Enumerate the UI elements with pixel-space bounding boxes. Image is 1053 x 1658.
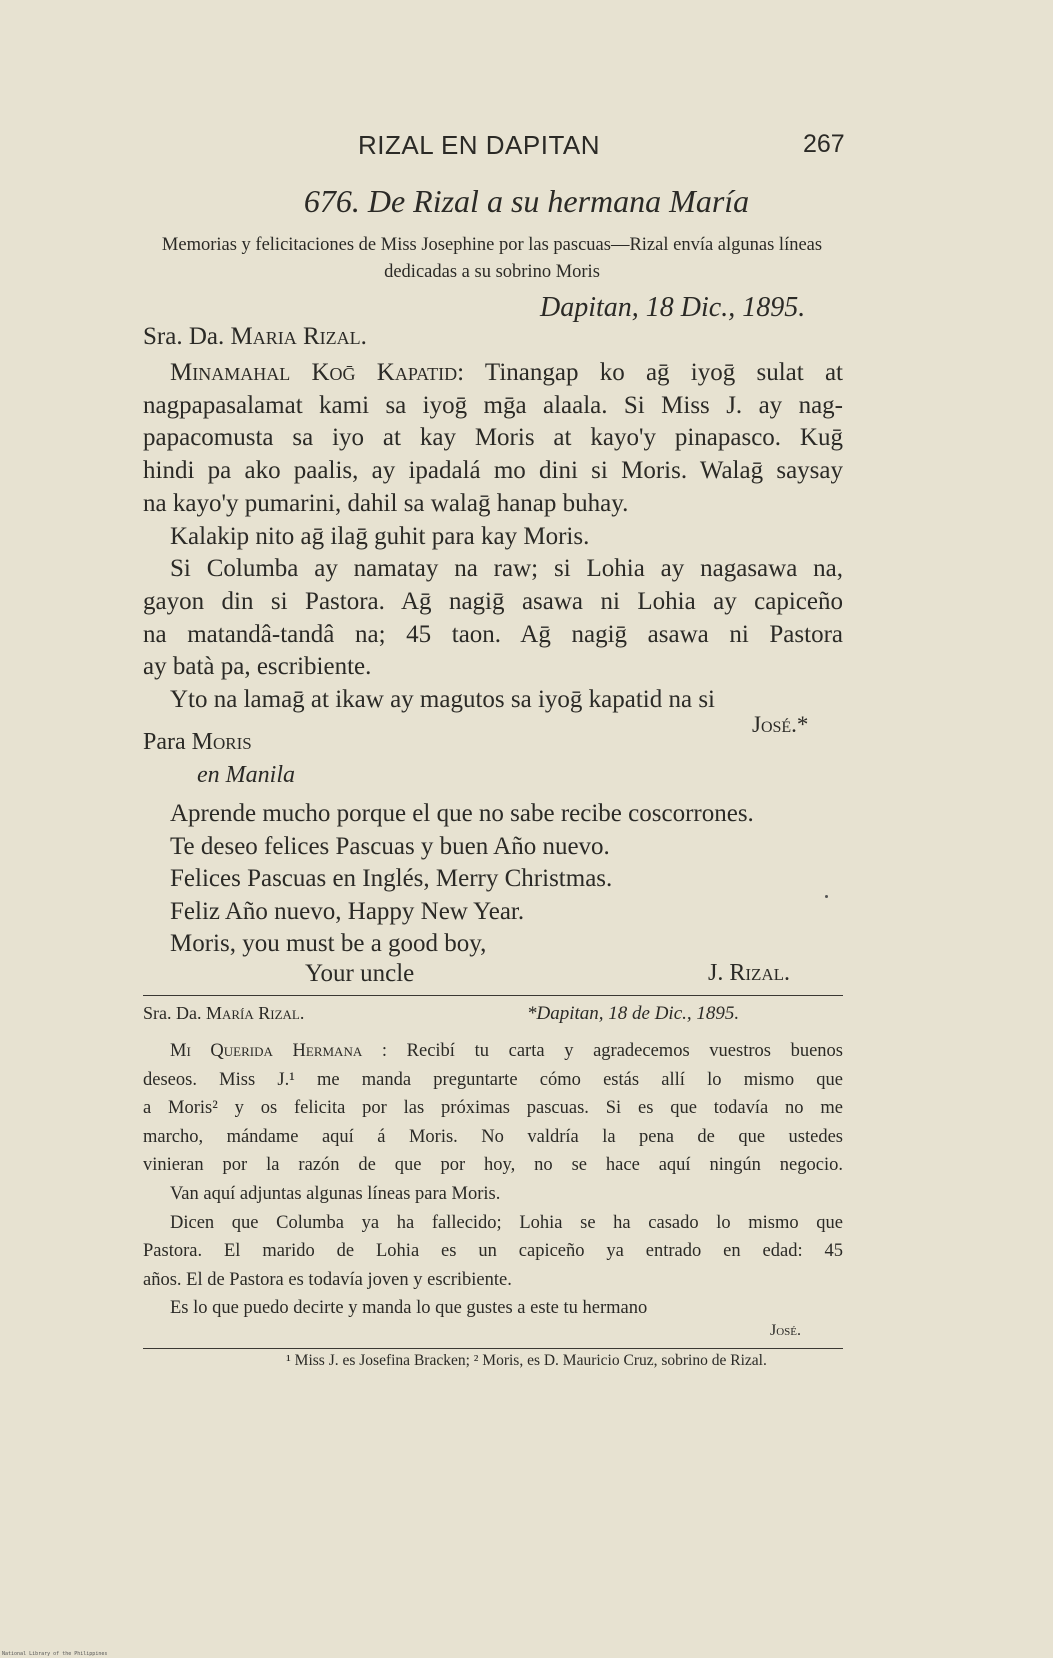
moris-note — [170, 798, 754, 961]
para-prefix: Para — [143, 729, 192, 755]
greeting: Minamahal Koḡ Kapatid: — [170, 359, 465, 386]
body-line: Si Columba ay namatay na raw; si Lohia ay nagasawa na, — [170, 555, 843, 583]
salutation-prefix: Sra. Da. — [143, 1003, 206, 1023]
letter-summary: Memorias y felicitaciones de Miss Josephine por las pascuas—Rizal envía algunas líneas dedicadas a su sobrino Moris — [161, 235, 823, 282]
body-line: nagpapasalamat kami sa iyoḡ mḡa alaala. Si Miss J. ay nag- — [143, 391, 843, 419]
body-line: Dicen que Columba ya ha fallecido; Lohia se ha casado lo mismo que — [170, 1212, 843, 1233]
note-line: Moris, you must be a good boy, — [170, 930, 487, 957]
body-line: Yto na lamaḡ at ikaw ay magutos sa iyoḡ kapatid na si — [170, 686, 716, 714]
letter-salutation — [143, 323, 367, 351]
note-line: Aprende mucho porque el que no sabe recibe coscorrones. — [170, 800, 754, 827]
body-line: vinieran por la razón de que por hoy, no se hace aquí ningún negocio. — [143, 1155, 843, 1176]
running-header: RIZAL EN DAPITAN — [358, 130, 601, 160]
salutation-name: María Rizal. — [205, 1003, 305, 1023]
spanish-salutation — [143, 1003, 304, 1024]
salutation-name: Maria Rizal. — [230, 323, 367, 350]
body-line: papacomusta sa iyo at kay Moris at kayo'y pinapasco. Kuḡ — [143, 424, 843, 452]
body-line: Es lo que puedo decirte y manda lo que gustes a este tu hermano — [170, 1298, 648, 1319]
body-line: gayon din si Pastora. Aḡ nagiḡ asawa ni Lohia ay capiceño — [143, 587, 843, 615]
body-line: Kalakip nito aḡ ilaḡ guhit para kay Moris. — [170, 522, 590, 550]
body-line-text: Tinangap ko aḡ iyoḡ sulat at — [464, 359, 843, 386]
letter-title: 676. De Rizal a su hermana María — [303, 183, 750, 219]
body-line: Van aquí adjuntas algunas líneas para Moris. — [170, 1183, 501, 1204]
spanish-signature: José. — [770, 1322, 802, 1339]
note-line: Felices Pascuas en Inglés, Merry Christmas. — [170, 865, 613, 892]
body-line: hindi pa ako paalis, ay ipadalá mo dini si Moris. Walaḡ saysay — [143, 457, 843, 485]
letter-date: Dapitan, 18 Dic., 1895. — [540, 292, 806, 323]
salutation-prefix: Sra. Da. — [143, 323, 231, 350]
spanish-date: *Dapitan, 18 de Dic., 1895. — [527, 1003, 740, 1024]
body-line: marcho, mándame aquí á Moris. No valdría la pena de que ustedes — [143, 1126, 843, 1147]
note-line: Te deseo felices Pascuas y buen Año nuevo. — [170, 832, 610, 860]
page-number: 267 — [803, 130, 845, 158]
body-line-text: Recibí tu carta y agradecemos vuestros buenos — [387, 1041, 843, 1061]
footnote: ¹ Miss J. es Josefina Bracken; ² Moris, es D. Mauricio Cruz, sobrino de Rizal. — [286, 1352, 767, 1369]
body-line: a Moris² y os felicita por las próximas pascuas. Si es que todavía no me — [143, 1098, 843, 1119]
en-manila: en Manila — [197, 762, 295, 788]
tagalog-letter-body — [143, 357, 843, 717]
para-name: Moris — [191, 729, 252, 755]
note-line: Feliz Año nuevo, Happy New Year. — [170, 897, 525, 925]
note-signature: J. Rizal. — [708, 960, 791, 986]
greeting: Mi Querida Hermana : — [170, 1041, 388, 1061]
para-moris — [143, 729, 252, 756]
library-stamp: National Library of the Philippines — [2, 1651, 108, 1657]
divider-rule — [143, 995, 843, 996]
body-line: ay batà pa, escribiente. — [143, 653, 372, 681]
body-line — [143, 357, 843, 390]
body-line: Pastora. El marido de Lohia es un capiceño ya entrado en edad: 45 — [143, 1241, 843, 1262]
footnote-rule — [143, 1348, 843, 1349]
body-line: na kayo'y pumarini, dahil sa walaḡ hanap buhay. — [143, 489, 629, 517]
body-line — [143, 1037, 843, 1066]
speck — [825, 895, 828, 898]
letter-signature: José.* — [752, 712, 809, 737]
spanish-letter-body — [143, 1037, 843, 1323]
body-line: na matandâ-tandâ na; 45 taon. Aḡ nagiḡ asawa ni Pastora — [143, 620, 843, 648]
your-uncle: Your uncle — [305, 960, 415, 987]
body-line: deseos. Miss J.¹ me manda preguntarte cómo estás allí lo mismo que — [143, 1069, 843, 1090]
body-line: años. El de Pastora es todavía joven y escribiente. — [143, 1269, 512, 1290]
